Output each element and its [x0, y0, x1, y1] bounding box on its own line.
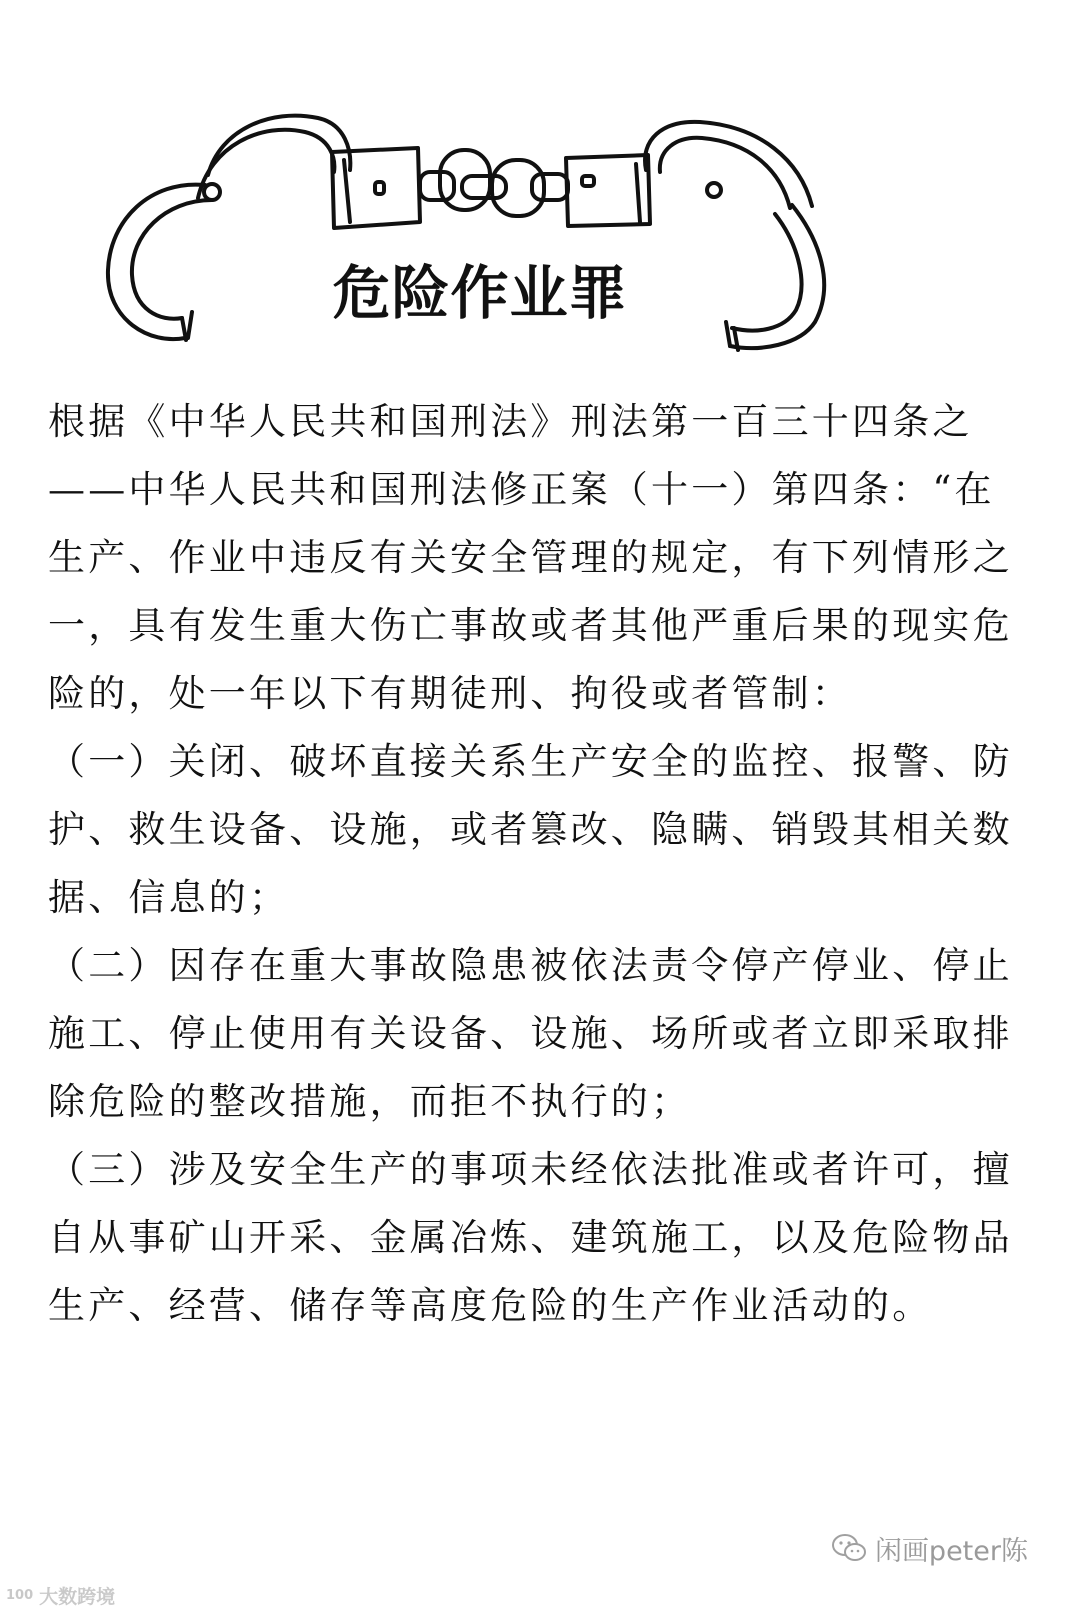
- text-line: 一，具有发生重大伤亡事故或者其他严重后果的现实危: [48, 604, 1013, 647]
- text-line: （一）关闭、破坏直接关系生产安全的监控、报警、防: [48, 740, 1013, 783]
- text-line: 护、救生设备、设施，或者篡改、隐瞒、销毁其相关数: [48, 808, 1013, 851]
- text-line: 自从事矿山开采、金属冶炼、建筑施工，以及危险物品: [48, 1216, 1013, 1259]
- page-title: 危险作业罪: [332, 259, 628, 327]
- wechat-icon: [831, 1533, 867, 1563]
- text-line: 生产、经营、储存等高度危险的生产作业活动的。: [48, 1284, 933, 1327]
- site-name: 大数跨境: [39, 1585, 116, 1608]
- text-line: 险的，处一年以下有期徒刑、拘役或者管制：: [48, 672, 852, 715]
- text-line: ——中华人民共和国刑法修正案（十一）第四条：“在: [48, 468, 995, 511]
- text-line: 根据《中华人民共和国刑法》刑法第一百三十四条之: [48, 400, 973, 443]
- text-line: 生产、作业中违反有关安全管理的规定，有下列情形之: [48, 536, 1013, 579]
- text-line: 除危险的整改措施，而拒不执行的；: [48, 1080, 692, 1123]
- author-name: 闲画peter陈: [874, 1535, 1028, 1567]
- text-line: 施工、停止使用有关设备、设施、场所或者立即采取排: [48, 1012, 1013, 1055]
- text-line: 据、信息的；: [48, 876, 290, 919]
- text-line: （二）因存在重大事故隐患被依法责令停产停业、停止: [48, 944, 1013, 987]
- text-line: （三）涉及安全生产的事项未经依法批准或者许可，擅: [48, 1148, 1013, 1191]
- law-text: [48, 388, 1013, 1340]
- author-watermark: [831, 1528, 1028, 1568]
- chain: [420, 150, 568, 216]
- site-watermark: [6, 1582, 115, 1608]
- site-logo: 100: [6, 1587, 34, 1603]
